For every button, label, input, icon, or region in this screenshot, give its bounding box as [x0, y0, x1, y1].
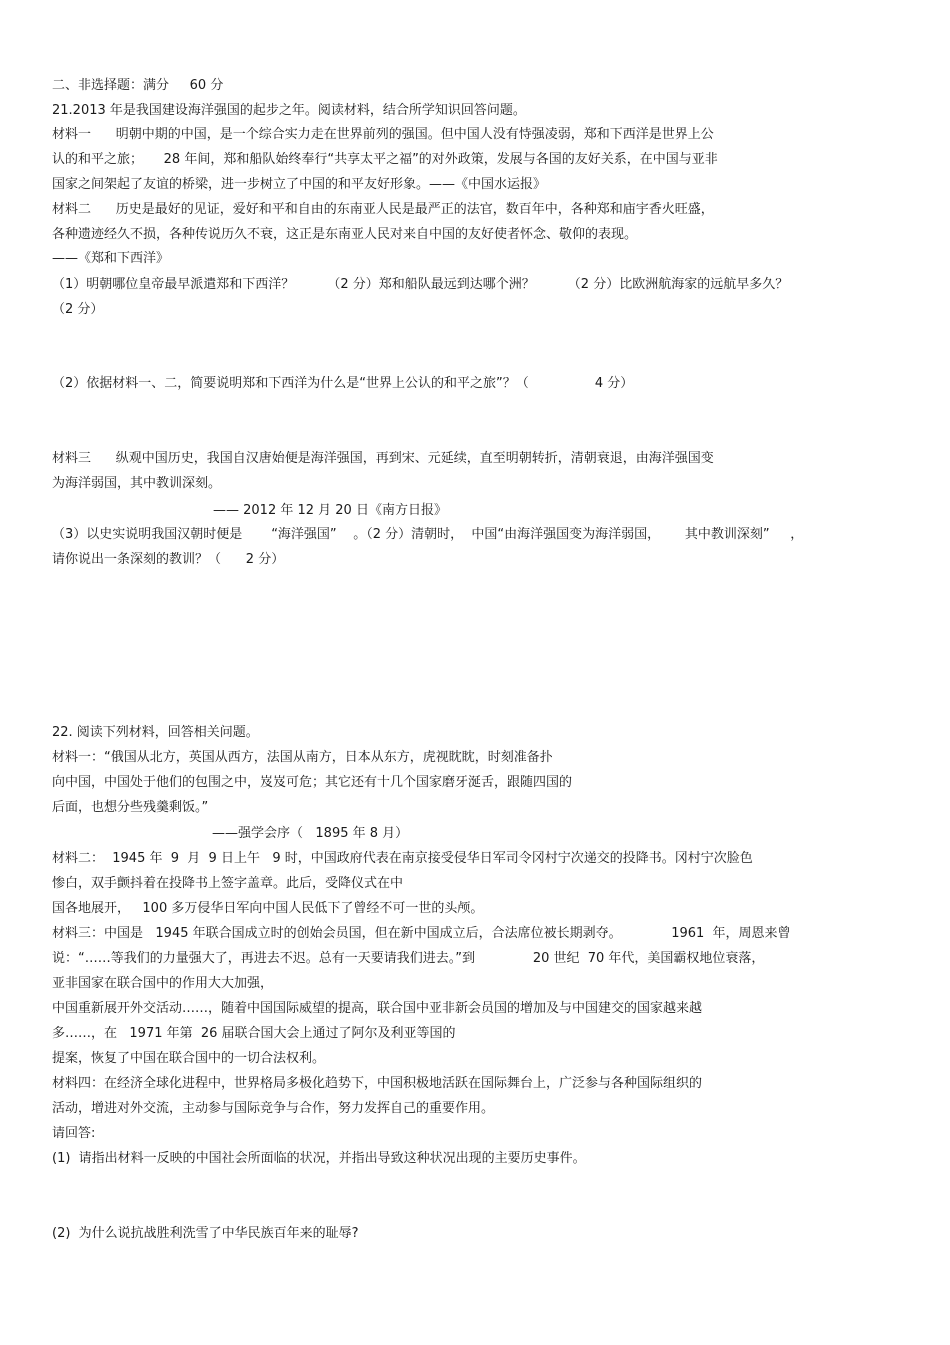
- material-3-line-2: 为海洋弱国，其中教训深刻。: [52, 476, 222, 491]
- q22-material-4-line-1: 材料四：在经济全球化进程中，世界格局多极化趋势下，中国积极地活跃在国际舞台上，广泛参与各种国际组织的: [52, 1076, 703, 1091]
- q22-material-2-line-3: 国各地展开， 100 多万侵华日军向中国人民低下了曾经不可一世的头颅。: [52, 901, 484, 916]
- q22-material-3-line-3: 亚非国家在联合国中的作用大大加强，: [52, 976, 274, 991]
- question-22-stem: 22. 阅读下列材料，回答相关问题。: [52, 725, 259, 740]
- q22-material-2-line-1: 材料二： 1945 年 9 月 9 日上午 9 时，中国政府代表在南京接受侵华日军司令冈村宁次递交的投降书。冈村宁次脸色: [52, 851, 753, 866]
- q22-material-2-line-2: 惨白，双手颤抖着在投降书上签字盖章。此后，受降仪式在中: [52, 876, 404, 891]
- material-2-source: ——《郑和下西洋》: [52, 251, 170, 266]
- q22-material-1-line-3: 后面，也想分些残羹剩饭。”: [52, 800, 209, 815]
- q22-material-3-line-2: 说：“……等我们的力量强大了，再进去不迟。总有一天要请我们进去。”到 20 世纪 70 年代，美国霸权地位衰落，: [52, 951, 765, 966]
- q21-sub-2: （2）依据材料一、二，简要说明郑和下西洋为什么是“世界上公认的和平之旅”？（ 4 分）: [52, 376, 634, 391]
- material-1-line-3: 国家之间架起了友谊的桥梁，进一步树立了中国的和平友好形象。——《中国水运报》: [52, 177, 547, 192]
- q21-sub-3-cont: 请你说出一条深刻的教训？（ 2 分）: [52, 552, 285, 567]
- q22-material-1-line-1: 材料一：“俄国从北方，英国从西方，法国从南方，日本从东方，虎视眈眈，时刻准备扑: [52, 750, 553, 765]
- material-3-source: —— 2012 年 12 月 20 日《南方日报》: [213, 503, 447, 518]
- material-2-line-1: 材料二 历史是最好的见证，爱好和平和自由的东南亚人民是最严正的法官，数百年中，各种郑和庙宇香火旺盛，: [52, 202, 714, 217]
- q22-material-3-line-1: 材料三：中国是 1945 年联合国成立时的创始会员国，但在新中国成立后，合法席位被长期剥夺。 1961 年，周恩来曾: [52, 926, 791, 941]
- q22-sub-1: (1) 请指出材料一反映的中国社会所面临的状况，并指出导致这种状况出现的主要历史事件。: [52, 1151, 586, 1166]
- q22-material-1-source: ——强学会序（ 1895 年 8 月）: [212, 826, 409, 841]
- q22-prompt: 请回答:: [52, 1126, 96, 1141]
- question-21-stem: 21.2013 年是我国建设海洋强国的起步之年。阅读材料，结合所学知识回答问题。: [52, 103, 526, 118]
- q21-sub-1: （1）明朝哪位皇帝最早派遣郑和下西洋？ （2 分）郑和船队最远到达哪个洲？ （2 分）比欧洲航海家的远航早多久？: [52, 277, 789, 292]
- q22-material-3-line-6: 提案，恢复了中国在联合国中的一切合法权利。: [52, 1051, 326, 1066]
- material-1-line-1: 材料一 明朝中期的中国，是一个综合实力走在世界前列的强国。但中国人没有恃强凌弱，郑和下西洋是世界上公: [52, 127, 714, 142]
- q22-material-3-line-4: 中国重新展开外交活动……，随着中国国际威望的提高，联合国中亚非新会员国的增加及与中国建交的国家越来越: [52, 1001, 703, 1016]
- q22-material-4-line-2: 活动，增进对外交流，主动参与国际竞争与合作，努力发挥自己的重要作用。: [52, 1101, 495, 1116]
- q22-material-3-line-5: 多……，在 1971 年第 26 届联合国大会上通过了阿尔及利亚等国的: [52, 1026, 456, 1041]
- q22-sub-2: (2) 为什么说抗战胜利洗雪了中华民族百年来的耻辱?: [52, 1226, 359, 1241]
- q21-sub-1-score: （2 分）: [52, 302, 104, 317]
- material-1-line-2: 认的和平之旅； 28 年间，郑和船队始终奉行“共享太平之福”的对外政策，发展与各国的友好关系，在中国与亚非: [52, 152, 718, 167]
- q21-sub-3: （3）以史实说明我国汉朝时便是 “海洋强国” 。（2 分）清朝时， 中国“由海洋强国变为海洋弱国， 其中教训深刻” ，: [52, 527, 804, 542]
- q22-material-1-line-2: 向中国，中国处于他们的包围之中，岌岌可危；其它还有十几个国家磨牙涎舌，跟随四国的: [52, 775, 573, 790]
- section-heading: 二、非选择题：满分 60 分: [52, 78, 224, 93]
- material-2-line-2: 各种遗迹经久不损，各种传说历久不衰，这正是东南亚人民对来自中国的友好使者怀念、敬仰的表现。: [52, 227, 638, 242]
- material-3-line-1: 材料三 纵观中国历史，我国自汉唐始便是海洋强国，再到宋、元延续，直至明朝转折，清朝衰退，由海洋强国变: [52, 451, 714, 466]
